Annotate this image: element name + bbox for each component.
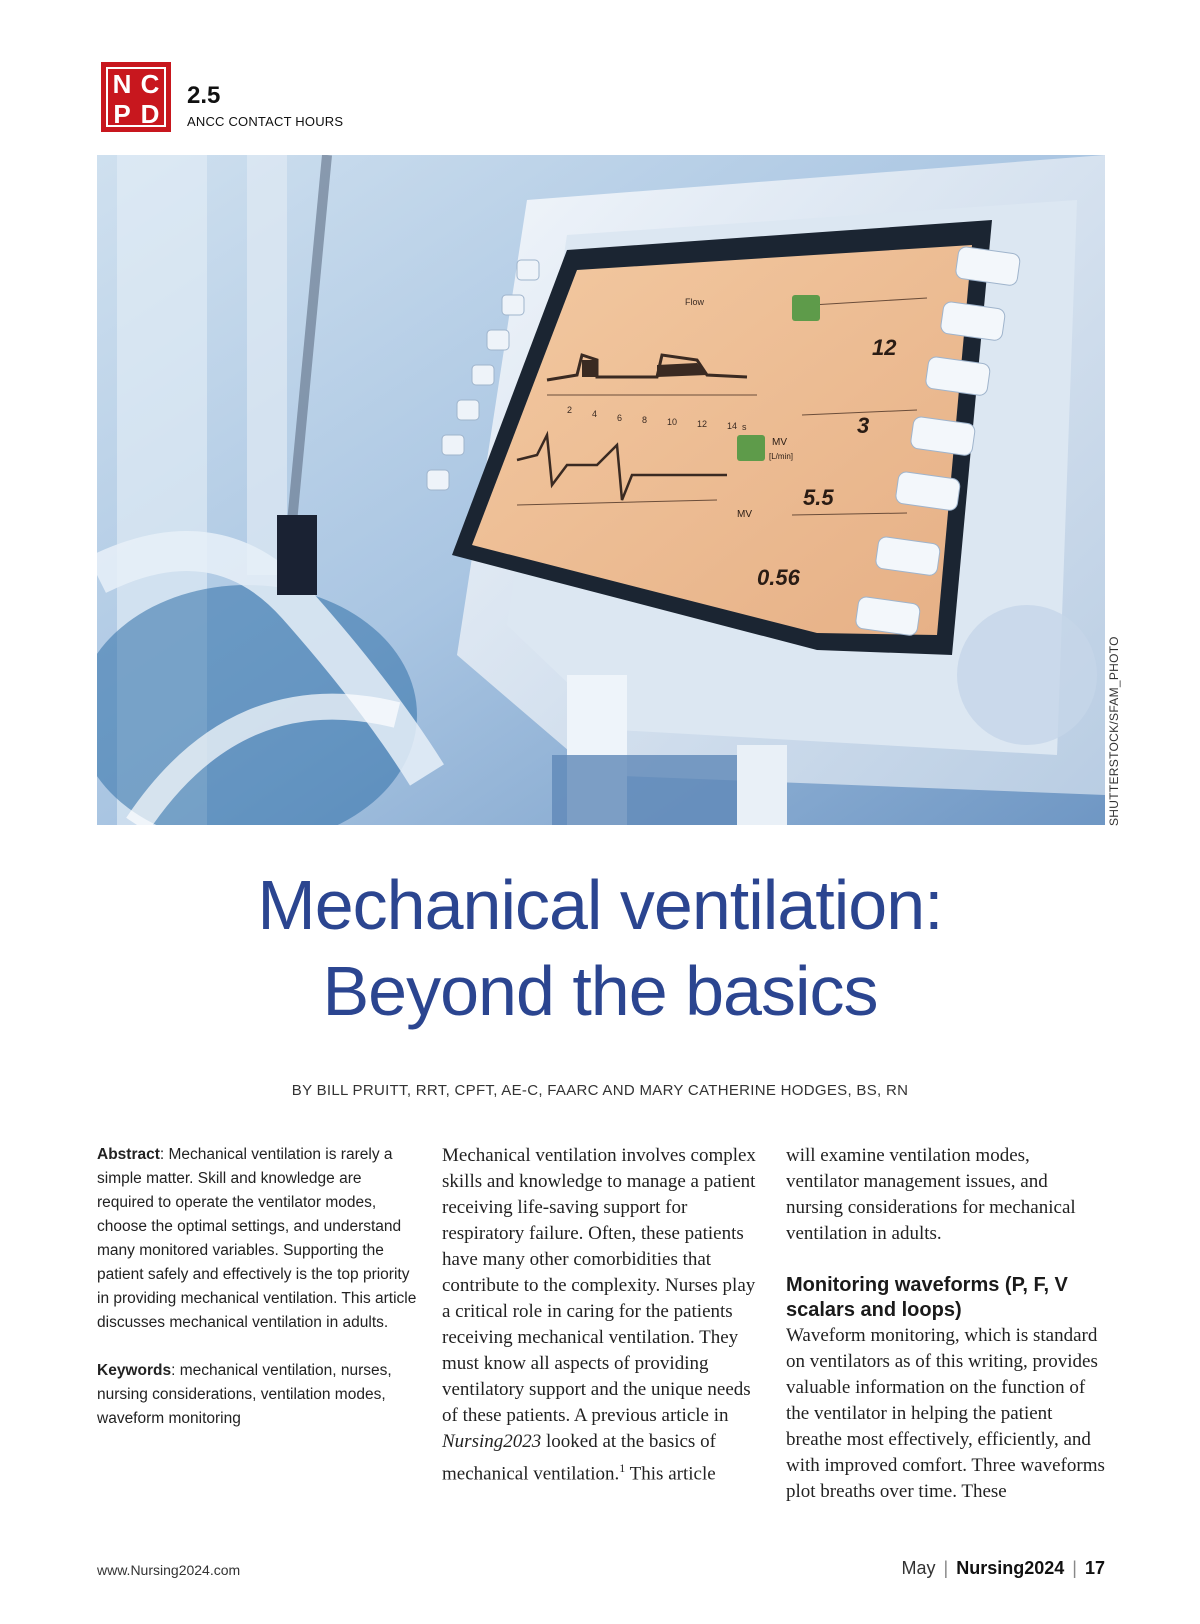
axis-tick: 14	[727, 421, 738, 431]
body-text: looked at the basics of mechanical ventilation.	[442, 1431, 716, 1485]
mv-spont-label: MV	[737, 509, 752, 520]
abstract-text: : Mechanical ventilation is rarely a simple matter. Skill and knowledge are required to operate the ventilator modes, choose the optimal settings, and understand many monitored variables. Supporting the patient safely and effectively is the top priority in providing mechanical ventilation. This article discusses mechanical ventilation in adults.	[97, 1146, 417, 1331]
badge-letter: P	[113, 99, 131, 129]
footer-folio: May | Nursing2024 | 17	[901, 1558, 1105, 1578]
article-title	[0, 862, 1200, 1034]
body-text: Mechanical ventilation involves complex skills and knowledge to manage a patient receiving life-saving support for respiratory failure. Often, these patients have many other comorbidities that contribute to the complexity. Nurses play a critical role in caring for the patients receiving mechanical ventilation. They must know all aspects of providing ventilatory support and the unique needs of these patients. A previous article in	[442, 1145, 756, 1426]
keywords-label: Keywords	[97, 1362, 172, 1379]
page-number: 17	[1084, 1558, 1105, 1578]
footer-url: www.Nursing2024.com	[97, 1562, 241, 1578]
badge-letter: D	[140, 99, 160, 129]
footer-month: May	[901, 1558, 936, 1578]
body-column-3	[786, 1143, 1106, 1505]
badge-letter: N	[112, 69, 132, 99]
body-paragraph	[442, 1143, 760, 1487]
readout-value: 12	[872, 335, 897, 360]
readout-value: 3	[857, 413, 870, 438]
axis-tick: 8	[642, 415, 648, 425]
ncpd-badge	[101, 62, 171, 132]
mv-label: MV	[772, 437, 787, 448]
title-line-1: Mechanical ventilation:	[257, 866, 943, 944]
abstract-label: Abstract	[97, 1146, 160, 1163]
axis-tick: 10	[667, 417, 678, 427]
body-paragraph: Waveform monitoring, which is standard on ventilators as of this writing, provides valuable information on the function of the ventilator in helping the patient breathe most effectively, efficiently, and with improved comfort. Three waveforms plot breaths over time. These	[786, 1325, 1105, 1502]
abstract	[97, 1143, 417, 1335]
contact-hours-label: ANCC CONTACT HOURS	[187, 114, 344, 129]
citation-ref: 1	[619, 1461, 626, 1475]
contact-hours-value: 2.5	[187, 82, 221, 109]
body-paragraph: will examine ventilation modes, ventilator management issues, and nursing considerations for mechanical ventilation in adults.	[786, 1145, 1076, 1244]
axis-tick: 2	[567, 405, 573, 415]
body-column-2	[442, 1143, 760, 1487]
readout-value: 5.5	[803, 485, 834, 510]
abstract-column	[97, 1143, 417, 1455]
axis-tick: 4	[592, 409, 598, 419]
badge-letter: C	[140, 69, 160, 99]
axis-tick: 12	[697, 419, 708, 429]
footer-journal: Nursing2024	[956, 1558, 1065, 1578]
readout-value: 0.56	[757, 565, 800, 590]
byline: BY BILL PRUITT, RRT, CPFT, AE-C, FAARC AND MARY CATHERINE HODGES, BS, RN	[291, 1082, 909, 1099]
mv-unit: [L/min]	[769, 452, 794, 461]
keywords	[97, 1359, 417, 1431]
journal-ref: Nursing2023	[442, 1431, 542, 1452]
flow-label: Flow	[685, 297, 705, 307]
photo-credit: SHUTTERSTOCK/SFAM_PHOTO	[1107, 636, 1121, 826]
axis-tick: s	[742, 422, 747, 432]
body-text: This article	[625, 1463, 716, 1485]
hero-photo-ventilator	[97, 155, 1105, 825]
axis-tick: 6	[617, 413, 623, 423]
keywords-text: : mechanical ventilation, nurses, nursing considerations, ventilation modes, waveform monitoring	[97, 1362, 392, 1427]
title-line-2: Beyond the basics	[322, 952, 878, 1030]
section-heading: Monitoring waveforms (P, F, V scalars and loops)	[786, 1274, 1068, 1321]
